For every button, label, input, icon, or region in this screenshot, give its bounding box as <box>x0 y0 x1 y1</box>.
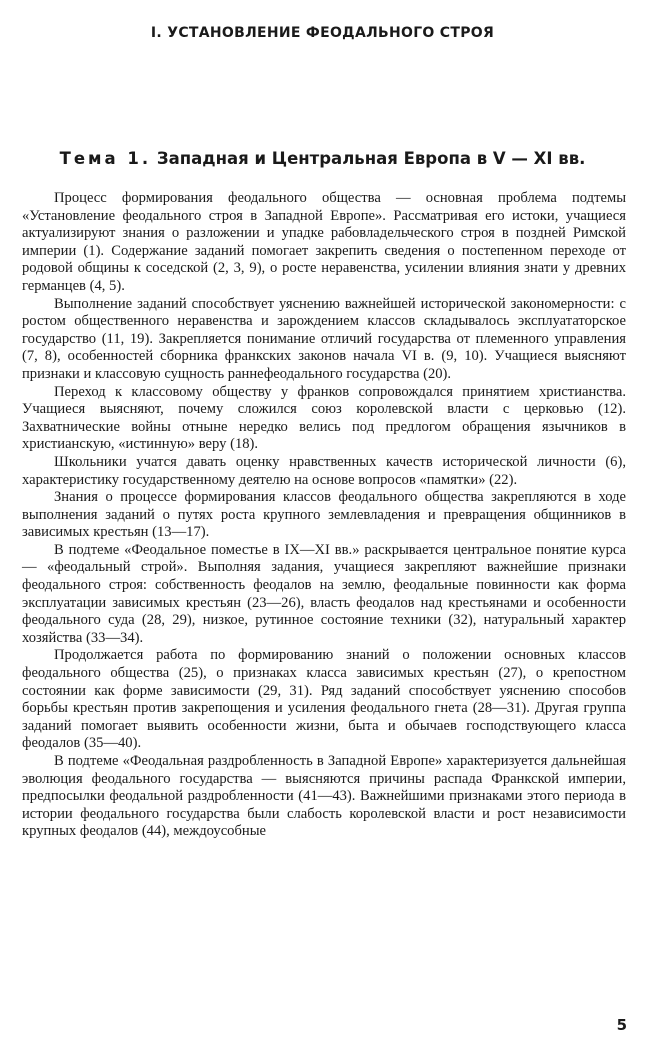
paragraph-8: В подтеме «Феодальная раздробленность в Западной Европе» характеризуется дальнейшая эволюция феодального государства — выясняются причины распада Франкской империи, предпосылки феодальной раздробленности (41—43). Важнейшими признаками этого периода в истории феодального государства были слабость королевской власти и рост независимости крупных феодалов (44), междоусобные <box>22 753 626 840</box>
page-number: 5 <box>616 1016 627 1034</box>
paragraph-4: Школьники учатся давать оценку нравственных качеств исторической личности (6), характеристику государственному деятелю на основе вопросов «памятки» (22). <box>22 453 626 488</box>
paragraph-1: Процесс формирования феодального общества — основная проблема подтемы «Установление феодального строя в Западной Европе». Рассматривая его истоки, учащиеся актуализируют знания о разложении и упадке рабовладельческого строя в поздней Римской империи (1). Содержание заданий помогает закрепить сведения о постепенном переходе от родовой общины к соседской (2, 3, 9), о росте неравенства, усилении влияния знати у древних германцев (4, 5). <box>22 190 626 294</box>
body-text <box>22 190 626 841</box>
paragraph-3: Переход к классовому обществу у франков сопровождался принятием христианства. Учащиеся выясняют, почему сложился союз королевской власти с церковью (12). Захватнические войны отныне нередко велись под предлогом обращения язычников в христианскую, «истинную» веру (18). <box>22 383 626 453</box>
topic-title <box>0 148 645 170</box>
paragraph-6: В подтеме «Феодальное поместье в IX—XI вв.» раскрывается центральное понятие курса — «феодальный строй». Выполняя задания, учащиеся закрепляют важнейшие признаки феодального строя: собственность феодалов на землю, феодальные повинности как форма эксплуатации зависимых крестьян (23—26), власть феодалов над крестьянами и особенности феодального суда (28, 29), низкое, рутинное состояние техники (32), натуральный характер хозяйства (33—34). <box>22 541 626 646</box>
paragraph-5: Знания о процессе формирования классов феодального общества закрепляются в ходе выполнения заданий о путях роста крупного землевладения и превращения общинников в зависимых крестьян (13—17). <box>22 489 626 541</box>
paragraph-7: Продолжается работа по формированию знаний о положении основных классов феодального общества (25), о признаках класса зависимых крестьян (27), о крепостном состоянии как форме зависимости (29, 31). Ряд заданий способствует уяснению способов борьбы крестьян против закрепощения и усиления феодального гнета (28—31). Другая группа заданий помогает выявить особенности жизни, быта и обычаев господствующего класса феодалов (35—40). <box>22 647 626 752</box>
topic-title-rest: Западная и Центральная Европа в V — XI вв. <box>151 149 586 168</box>
section-header: I. УСТАНОВЛЕНИЕ ФЕОДАЛЬНОГО СТРОЯ <box>150 25 495 41</box>
paragraph-2: Выполнение заданий способствует уяснению важнейшей исторической закономерности: с ростом общественного неравенства и зарождением классов складывалось эксплуататорское государство (11, 19). Закрепляется понимание отличий государства от племенного управления (7, 8), особенностей сборника франкских законов начала VI в. (9, 10). Учащиеся выясняют признаки и классовую сущность раннефеодального государства (20). <box>22 295 626 382</box>
topic-title-lead: Тема 1. <box>59 149 152 168</box>
